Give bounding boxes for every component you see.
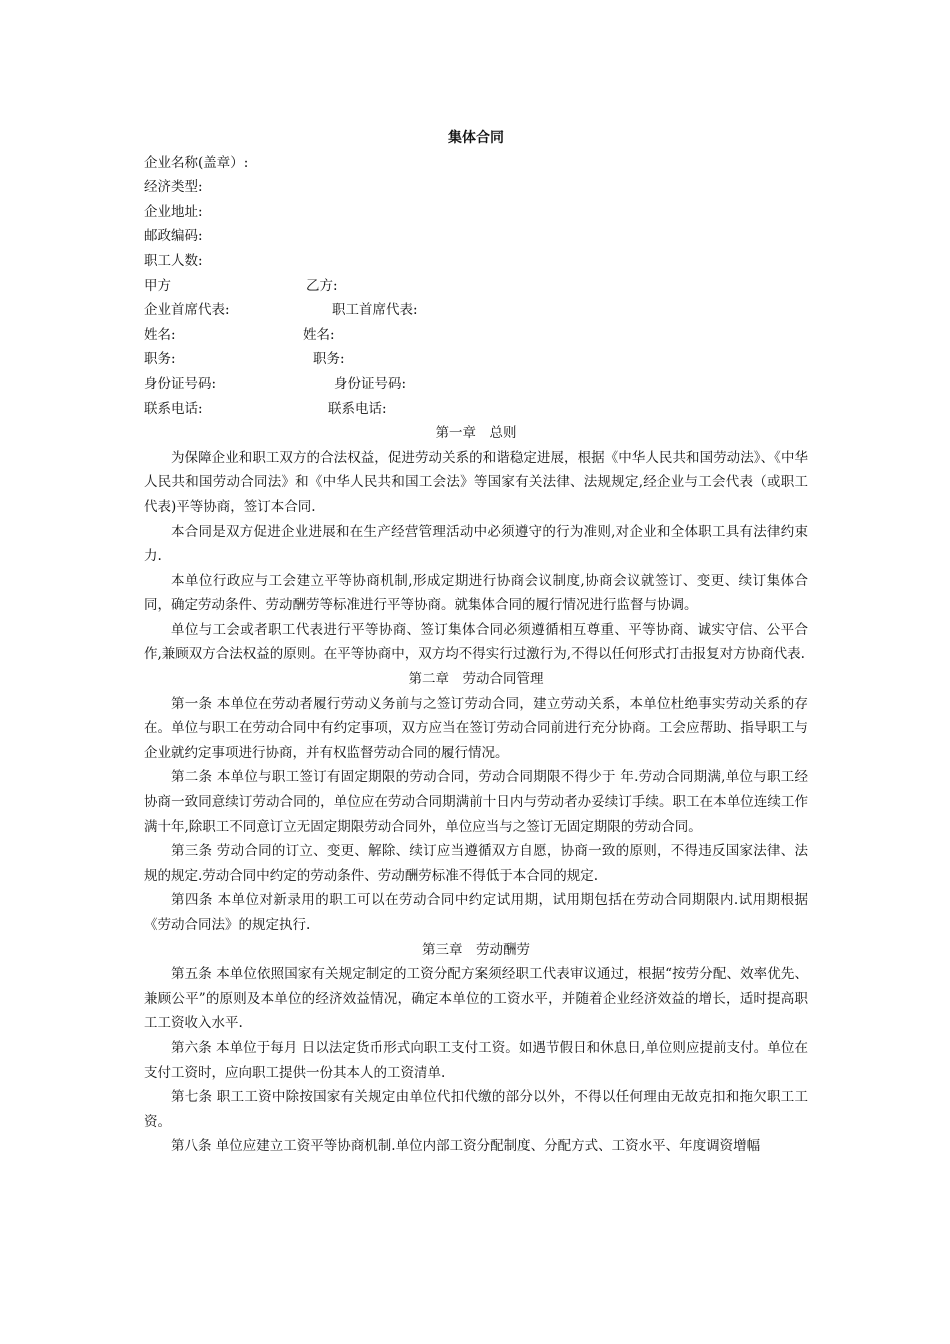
field-label: 企业地址: [144,203,203,220]
employee-count-field [144,249,808,274]
economic-type-field [144,175,808,200]
article-3: 第三条 劳动合同的订立、变更、解除、续订应当遵循双方自愿，协商一致的原则，不得违反国家法律、法规的规定.劳动合同中约定的劳动条件、劳动酬劳标准不得低于本合同的规定. [144,843,808,884]
article-1: 第一条 本单位在劳动者履行劳动义务前与之签订劳动合同，建立劳动关系，本单位杜绝事实劳动关系的存在。单位与职工在劳动合同中有约定事项，双方应当在签订劳动合同前进行充分协商。工会应帮助、指导职工与企业就约定事项进行协商，并有权监督劳动合同的履行情况。 [144,695,808,761]
field-label: 职工人数: [144,252,203,269]
employer-representative-label: 企业首席代表: [144,302,230,319]
party-a-phone-label: 联系电话: [144,400,203,417]
postal-code-field [144,224,808,249]
party-b-label: 乙方: [306,277,338,294]
company-address-field [144,200,808,225]
phone-line [144,397,808,422]
article-4: 第四条 本单位对新录用的职工可以在劳动合同中约定试用期，试用期包括在劳动合同期限内.试用期根据《劳动合同法》的规定执行. [144,892,808,933]
employee-representative-label: 职工首席代表: [332,302,418,319]
party-b-id-label: 身份证号码: [334,375,407,392]
party-a-label: 甲方 [144,277,171,294]
chapter-1-paragraph: 为保障企业和职工双方的合法权益，促进劳动关系的和谐稳定进展，根据《中华人民共和国劳动法》、《中华人民共和国劳动合同法》和《中华人民共和国工会法》等国家有关法律、法规规定,经企业与工会代表（或职工代表)平等协商，签订本合同. [144,449,808,515]
name-line [144,323,808,348]
party-b-phone-label: 联系电话: [328,400,387,417]
chapter-1-paragraph: 本合同是双方促进企业进展和在生产经营管理活动中必须遵守的行为准则,对企业和全体职工具有法律约束力. [144,523,808,565]
party-b-position-label: 职务: [313,351,345,368]
contract-page [144,126,808,1159]
chapter-1-paragraph: 本单位行政应与工会建立平等协商机制,形成定期进行协商会议制度,协商会议就签订、变更、续订集体合同，确定劳动条件、劳动酬劳等标准进行平等协商。就集体合同的履行情况进行监督与协调。 [144,572,808,614]
chapter-2-heading: 第二章 劳动合同管理 [408,671,544,688]
party-a-name-label: 姓名: [144,326,176,343]
article-2: 第二条 本单位与职工签订有固定期限的劳动合同，劳动合同期限不得少于 年.劳动合同期满,单位与职工经协商一致同意续订劳动合同的，单位应在劳动合同期满前十日内与劳动者办妥续订手续。职工在本单位连续工作满十年,除职工不同意订立无固定期限劳动合同外，单位应当与之签订无固定期限的劳动合同。 [144,769,808,835]
article-8: 第八条 单位应建立工资平等协商机制.单位内部工资分配制度、分配方式、工资水平、年度调资增幅 [171,1138,761,1155]
id-number-line [144,372,808,397]
chapter-1-heading: 第一章 总则 [435,425,517,442]
field-label: 经济类型: [144,179,203,196]
field-label: 企业名称(盖章）: [144,154,249,171]
chapter-1-paragraph: 单位与工会或者职工代表进行平等协商、签订集体合同必须遵循相互尊重、平等协商、诚实守信、公平合作,兼顾双方合法权益的原则。在平等协商中，双方均不得实行过激行为,不得以任何形式打击报复对方协商代表. [144,621,808,663]
article-6: 第六条 本单位于每月 日以法定货币形式向职工支付工资。如遇节假日和休息日,单位则应提前支付。单位在支付工资时，应向职工提供一份其本人的工资清单. [144,1039,808,1081]
field-label: 邮政编码: [144,228,203,245]
article-7: 第七条 职工工资中除按国家有关规定由单位代扣代缴的部分以外，不得以任何理由无故克扣和拖欠职工工资。 [144,1089,808,1130]
position-line [144,347,808,372]
party-a-id-label: 身份证号码: [144,375,217,392]
party-line [144,274,808,299]
party-a-position-label: 职务: [144,351,176,368]
document-title: 集体合同 [448,130,504,146]
chapter-3-heading: 第三章 劳动酬劳 [422,941,530,958]
chief-representative-line [144,298,808,323]
company-name-field [144,151,808,176]
party-b-name-label: 姓名: [303,326,335,343]
article-5: 第五条 本单位依照国家有关规定制定的工资分配方案须经职工代表审议通过，根据“按劳分配、效率优先、兼顾公平”的原则及本单位的经济效益情况，确定本单位的工资水平，并随着企业经济效益的增长，适时提高职工工资收入水平. [144,966,808,1032]
